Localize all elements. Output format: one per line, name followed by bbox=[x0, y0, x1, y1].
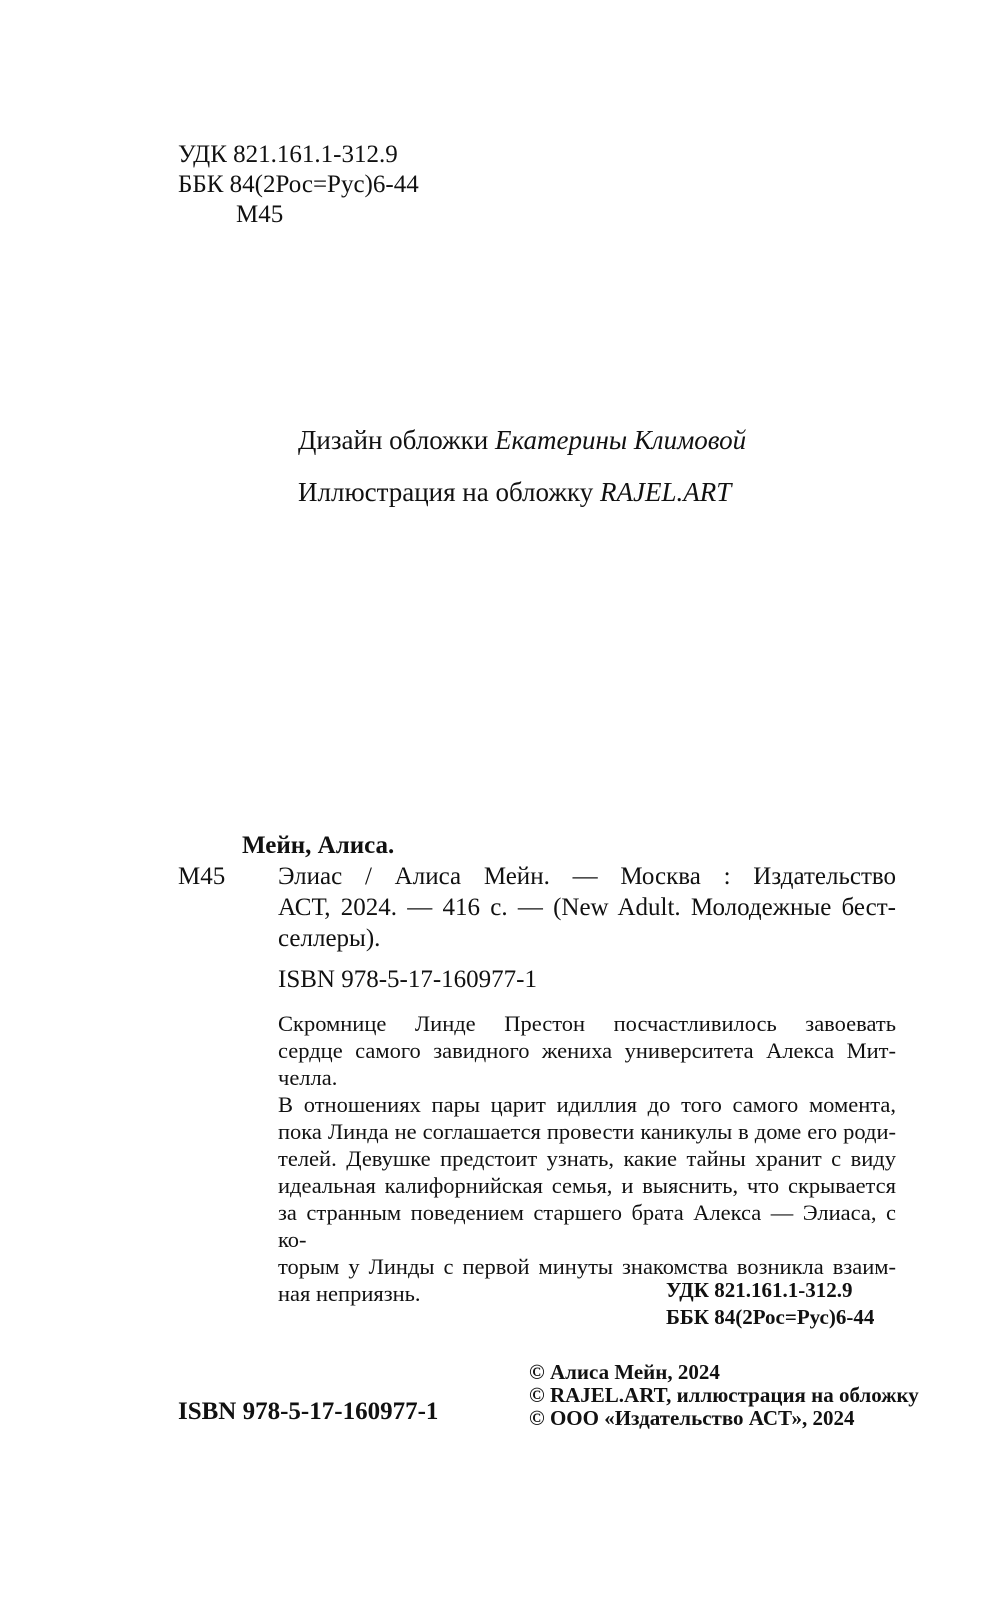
record-line: селлеры). bbox=[278, 925, 381, 952]
udk-code-bottom: УДК 821.161.1-312.9 bbox=[666, 1278, 853, 1302]
record-line: Элиас / Алиса Мейн. — Москва : Издательство bbox=[278, 863, 896, 890]
top-classification-block bbox=[178, 140, 419, 230]
cover-designer-name: Екатерины Климовой bbox=[495, 425, 747, 455]
record-author-mark: М45 bbox=[178, 863, 226, 890]
author-mark: М45 bbox=[236, 201, 284, 228]
illustrator-name: RAJEL.ART bbox=[599, 477, 732, 507]
abstract-line: торым у Линды с первой минуты знакомства возникла взаим- bbox=[278, 1254, 896, 1279]
record-author: Мейн, Алиса. bbox=[242, 832, 395, 859]
record-line: АСТ, 2024. — 416 с. — (New Adult. Молодежные бест- bbox=[278, 894, 896, 921]
abstract-line: за странным поведением старшего брата Алекса — Элиаса, с ко- bbox=[278, 1200, 896, 1252]
illustration-label: Иллюстрация на обложку bbox=[298, 477, 594, 507]
isbn-bottom: ISBN 978-5-17-160977-1 bbox=[178, 1398, 439, 1425]
abstract-line: телей. Девушке предстоит узнать, какие тайны хранит с виду bbox=[278, 1146, 896, 1171]
copyright-line: © Алиса Мейн, 2024 bbox=[529, 1360, 720, 1384]
book-abstract bbox=[278, 1010, 896, 1307]
abstract-paragraph bbox=[278, 1091, 896, 1307]
abstract-line: ная неприязнь. bbox=[278, 1281, 421, 1306]
abstract-line: сердце самого завидного жениха университета Алекса Мит- bbox=[278, 1038, 896, 1063]
bbk-code-bottom: ББК 84(2Рос=Рус)6-44 bbox=[666, 1305, 875, 1329]
copyright-block bbox=[529, 1361, 919, 1430]
copyright-line: © ООО «Издательство АСТ», 2024 bbox=[529, 1406, 855, 1430]
cover-design-label: Дизайн обложки bbox=[298, 425, 489, 455]
abstract-line: идеальная калифорнийская семья, и выяснить, что скрывается bbox=[278, 1173, 896, 1198]
abstract-line: Скромнице Линде Престон посчастливилось завоевать bbox=[278, 1011, 896, 1036]
bibliographic-record bbox=[178, 830, 896, 995]
abstract-line: челла. bbox=[278, 1065, 338, 1090]
record-isbn: ISBN 978-5-17-160977-1 bbox=[278, 966, 538, 993]
copyright-line: © RAJEL.ART, иллюстрация на обложку bbox=[529, 1383, 919, 1407]
cover-design-credit bbox=[298, 425, 746, 456]
bottom-classification-block bbox=[666, 1277, 874, 1331]
abstract-line: пока Линда не соглашается провести каникулы в доме его роди- bbox=[278, 1119, 896, 1144]
record-entry bbox=[178, 861, 896, 954]
abstract-line: В отношениях пары царит идиллия до того самого момента, bbox=[278, 1092, 896, 1117]
illustration-credit bbox=[298, 477, 731, 508]
udk-code: УДК 821.161.1-312.9 bbox=[178, 141, 398, 168]
bbk-code: ББК 84(2Рос=Рус)6-44 bbox=[178, 171, 419, 198]
abstract-paragraph bbox=[278, 1010, 896, 1091]
